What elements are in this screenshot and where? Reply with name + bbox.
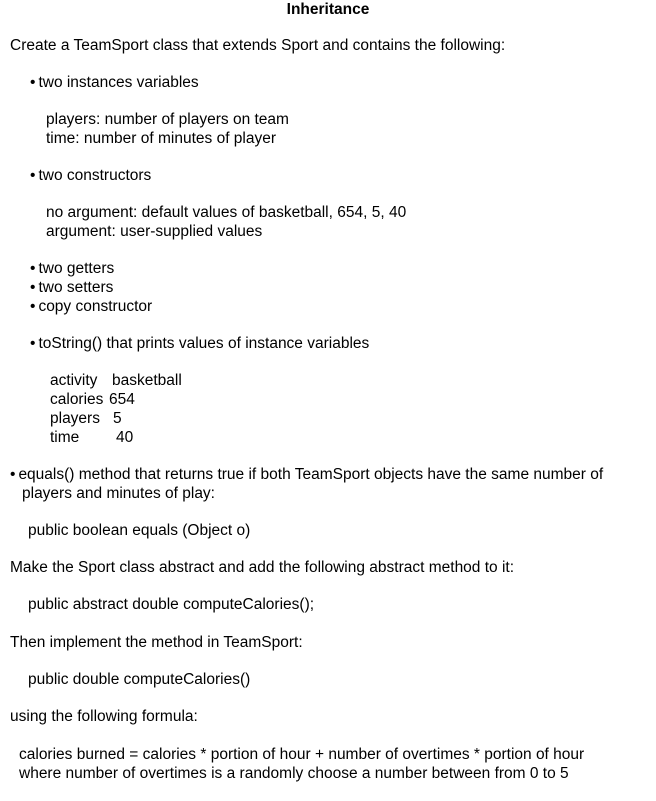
method-copy-constructor: • copy constructor (30, 297, 152, 316)
method-setters: • two setters (30, 278, 113, 297)
constructor-line: argument: user-supplied values (46, 223, 263, 240)
equals-code: public boolean equals (Object o) (28, 522, 251, 539)
equals-description-cont: players and minutes of play: (22, 485, 215, 502)
output-key: players (50, 410, 100, 427)
abstract-intro: Make the Sport class abstract and add the following abstract method to it: (10, 559, 515, 576)
formula-line: where number of overtimes is a randomly choose a number between from 0 to 5 (19, 765, 569, 782)
output-value: 5 (113, 410, 122, 427)
instance-var-line: time: number of minutes of player (46, 130, 277, 147)
output-value: basketball (112, 372, 182, 389)
abstract-code: public abstract double computeCalories(); (28, 596, 315, 613)
tostring-heading: • toString() that prints values of instance variables (30, 334, 369, 353)
implement-code: public double computeCalories() (28, 671, 251, 688)
output-value: 654 (109, 391, 135, 408)
output-key: time (50, 429, 80, 446)
formula-line: calories burned = calories * portion of hour + number of overtimes * portion of hour (19, 746, 585, 763)
instance-vars-heading: • two instances variables (30, 73, 199, 92)
output-key: calories (50, 391, 104, 408)
page-title: Inheritance (286, 1, 370, 18)
method-getters: • two getters (30, 259, 114, 278)
equals-description: • equals() method that returns true if both TeamSport objects have the same number of (10, 465, 603, 484)
implement-intro: Then implement the method in TeamSport: (10, 634, 303, 651)
output-key: activity (50, 372, 98, 389)
instance-var-line: players: number of players on team (46, 111, 289, 128)
formula-intro: using the following formula: (10, 708, 198, 725)
constructors-heading: • two constructors (30, 166, 151, 185)
constructor-line: no argument: default values of basketball, 654, 5, 40 (46, 204, 407, 221)
intro-text: Create a TeamSport class that extends Sport and contains the following: (10, 37, 506, 54)
output-value: 40 (116, 429, 134, 446)
